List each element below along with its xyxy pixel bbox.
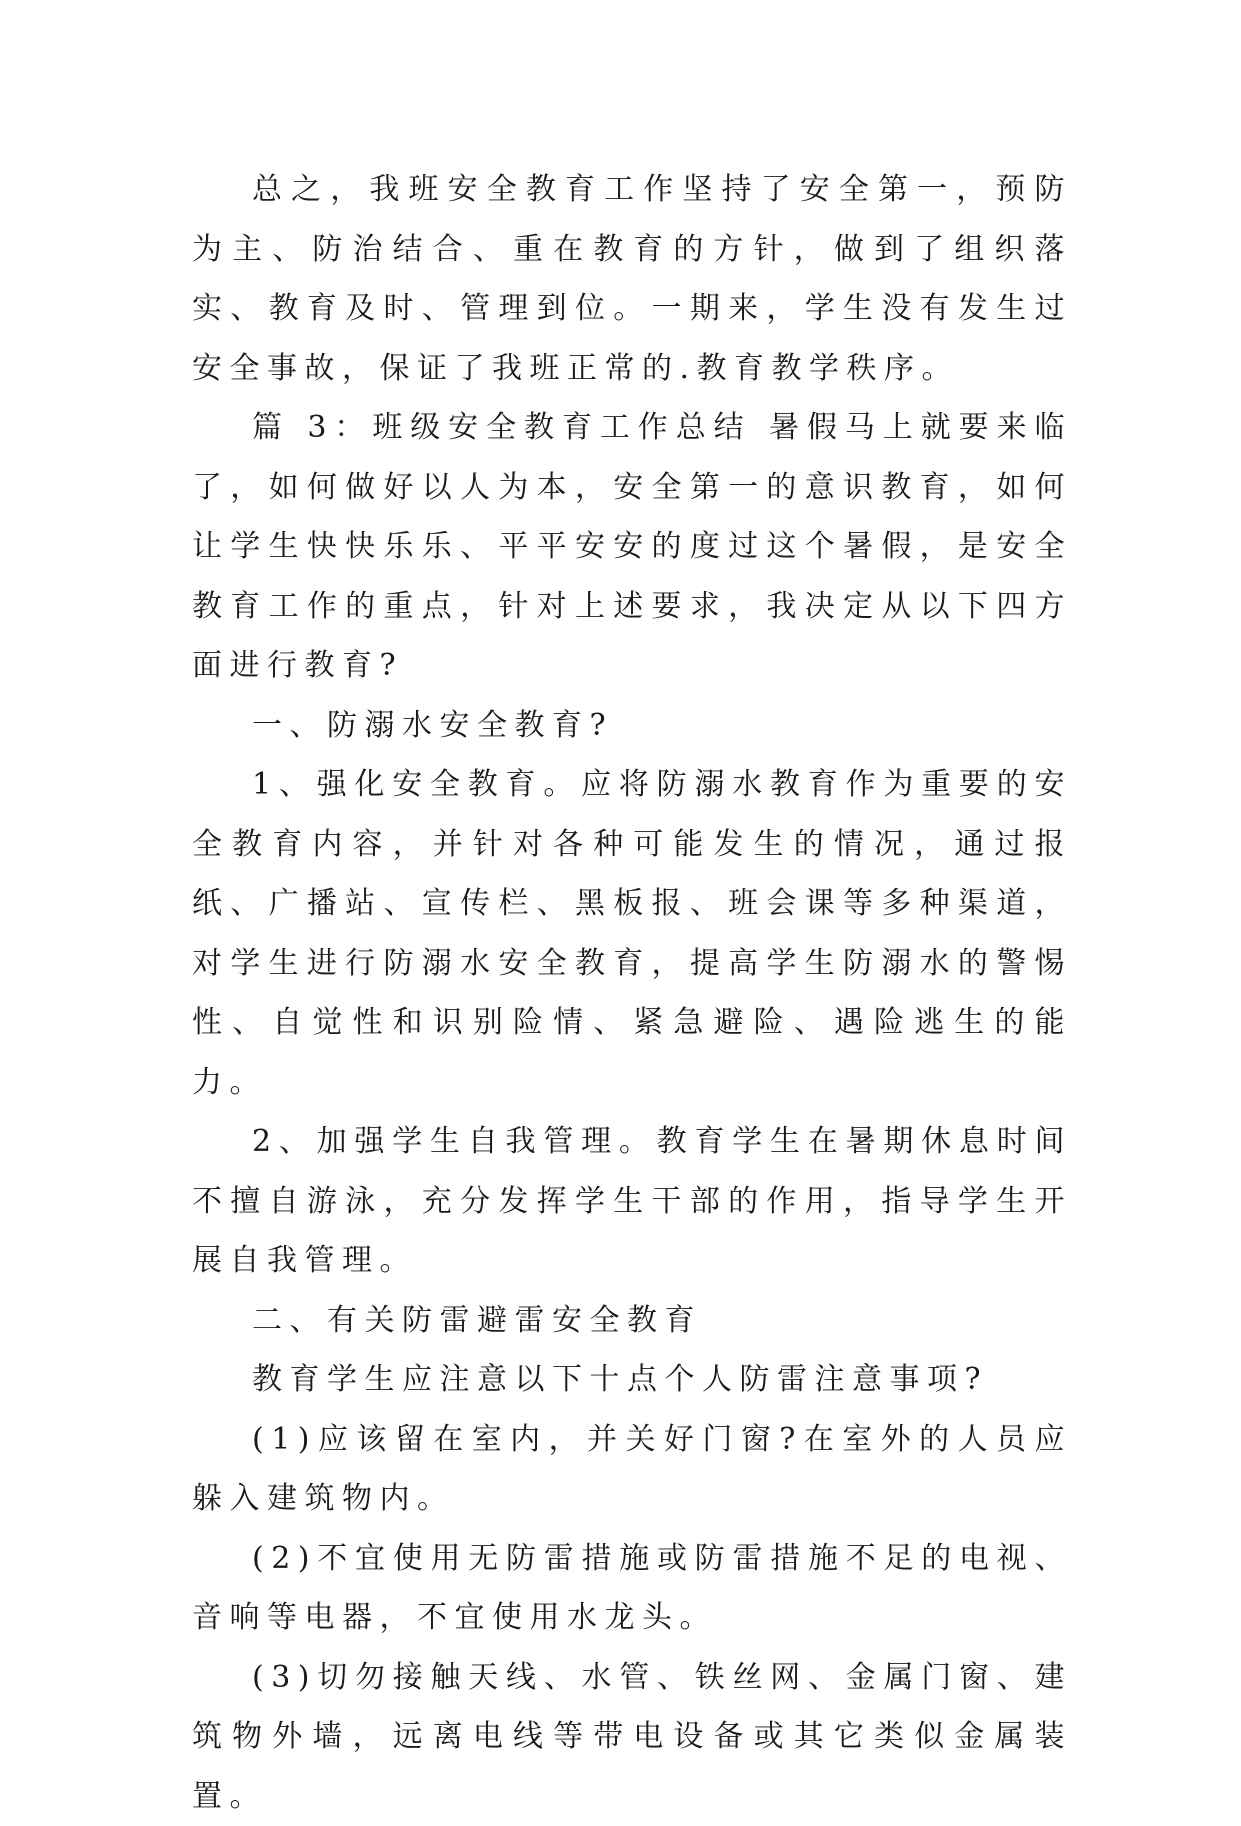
document-body (192, 160, 1072, 1826)
section-heading-lightning: 二、有关防雷避雷安全教育 (192, 1291, 1072, 1351)
paragraph-article-3-intro: 篇 3：班级安全教育工作总结 暑假马上就要来临了，如何做好以人为本，安全第一的意识教育，如何让学生快快乐乐、平平安安的度过这个暑假，是安全教育工作的重点，针对上述要求，我决定从以下四方面进行教育? (192, 398, 1072, 696)
paragraph-drowning-item-2: 2、加强学生自我管理。教育学生在暑期休息时间不擅自游泳，充分发挥学生干部的作用，指导学生开展自我管理。 (192, 1112, 1072, 1291)
paragraph-drowning-item-1: 1、强化安全教育。应将防溺水教育作为重要的安全教育内容，并针对各种可能发生的情况，通过报纸、广播站、宣传栏、黑板报、班会课等多种渠道，对学生进行防溺水安全教育，提高学生防溺水的警惕性、自觉性和识别险情、紧急避险、遇险逃生的能力。 (192, 755, 1072, 1112)
paragraph-lightning-item-3: (3)切勿接触天线、水管、铁丝网、金属门窗、建筑物外墙，远离电线等带电设备或其它类似金属装置。 (192, 1648, 1072, 1826)
paragraph-summary: 总之，我班安全教育工作坚持了安全第一，预防为主、防治结合、重在教育的方针，做到了组织落实、教育及时、管理到位。一期来，学生没有发生过安全事故，保证了我班正常的.教育教学秩序。 (192, 160, 1072, 398)
section-heading-drowning: 一、防溺水安全教育? (192, 696, 1072, 756)
paragraph-lightning-intro: 教育学生应注意以下十点个人防雷注意事项? (192, 1350, 1072, 1410)
paragraph-lightning-item-1: (1)应该留在室内，并关好门窗?在室外的人员应躲入建筑物内。 (192, 1410, 1072, 1529)
paragraph-lightning-item-2: (2)不宜使用无防雷措施或防雷措施不足的电视、音响等电器，不宜使用水龙头。 (192, 1529, 1072, 1648)
